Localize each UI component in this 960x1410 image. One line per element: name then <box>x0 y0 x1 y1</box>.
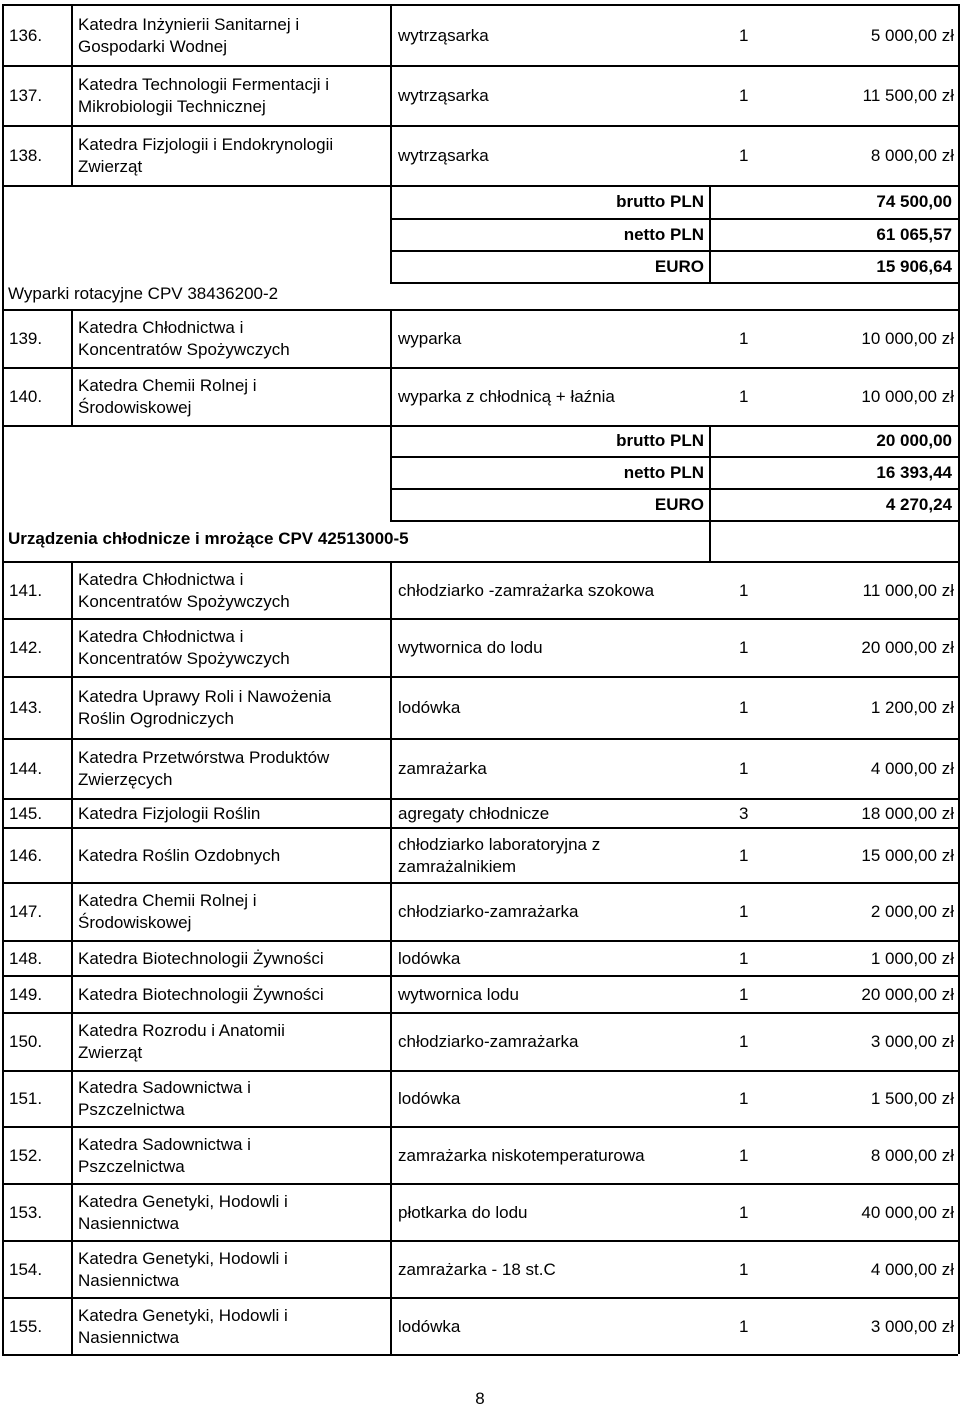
price: 4 000,00 zł <box>870 759 954 778</box>
table-rule <box>2 125 958 127</box>
quantity: 1 <box>739 1089 749 1108</box>
quantity: 3 <box>739 803 749 823</box>
section-title: Wyparki rotacyjne CPV 38436200-2 <box>8 284 279 303</box>
row-number: 151. <box>9 1089 43 1108</box>
summary-value: 16 393,44 <box>876 463 952 482</box>
quantity: 1 <box>739 86 749 105</box>
row-number: 152. <box>9 1145 43 1165</box>
table-rule <box>2 185 4 310</box>
department-name: Katedra Genetyki, Hodowli i <box>78 1191 288 1211</box>
table-rule <box>2 798 958 800</box>
department-name: Koncentratów Spożywczych <box>78 340 290 359</box>
table-rule <box>2 975 958 977</box>
table-rule <box>2 1070 958 1072</box>
item-name: wytrząsarka <box>398 86 489 105</box>
row-number: 142. <box>9 638 43 657</box>
department-name: Katedra Biotechnologii Żywności <box>78 948 324 968</box>
department-name: Środowiskowej <box>78 398 192 417</box>
summary-label: netto PLN <box>623 225 704 244</box>
table-rule <box>2 367 958 369</box>
row-number: 137. <box>9 86 43 105</box>
quantity: 1 <box>739 25 749 45</box>
quantity: 1 <box>739 698 749 717</box>
table-rule <box>71 561 73 1354</box>
item-name: zamrażarka <box>398 759 487 778</box>
table-rule <box>2 561 4 1354</box>
department-name: Zwierząt <box>78 1043 143 1062</box>
table-rule <box>2 185 958 187</box>
item-name: płotkarka do lodu <box>398 1202 528 1222</box>
quantity: 1 <box>739 146 749 165</box>
department-name: Katedra Sadownictwa i <box>78 1134 251 1154</box>
table-rule <box>709 185 711 282</box>
row-number: 139. <box>9 329 43 348</box>
row-number: 144. <box>9 759 43 778</box>
table-rule <box>2 940 958 942</box>
table-rule <box>2 738 958 740</box>
department-name: Zwierzęcych <box>78 770 173 789</box>
quantity: 1 <box>739 948 749 968</box>
table-rule <box>2 1126 958 1128</box>
item-name: lodówka <box>398 948 461 968</box>
department-name: Katedra Chemii Rolnej i <box>78 376 257 395</box>
section-title: Urządzenia chłodnicze i mrożące CPV 42513000-5 <box>8 529 409 548</box>
row-number: 150. <box>9 1032 43 1051</box>
department-name: Katedra Uprawy Roli i Nawożenia <box>78 687 332 706</box>
table-rule <box>390 4 392 185</box>
department-name: Mikrobiologii Technicznej <box>78 97 266 116</box>
summary-label: brutto PLN <box>616 431 704 450</box>
quantity: 1 <box>739 902 749 921</box>
department-name: Gospodarki Wodnej <box>78 36 227 56</box>
row-number: 140. <box>9 387 43 406</box>
department-name: Katedra Fizjologii Roślin <box>78 803 261 823</box>
item-name: chłodziarko laboratoryjna z <box>398 834 601 854</box>
row-number: 147. <box>9 902 43 921</box>
table-rule <box>390 488 958 490</box>
quantity: 1 <box>739 580 749 600</box>
table-rule <box>71 4 73 185</box>
table-rule <box>2 1354 958 1356</box>
table-rule <box>2 425 958 427</box>
department-name: Katedra Sadownictwa i <box>78 1078 251 1097</box>
summary-label: EURO <box>654 257 704 276</box>
item-name: lodówka <box>398 1089 461 1108</box>
table-rule <box>2 65 958 67</box>
price: 1 200,00 zł <box>870 698 954 717</box>
price: 15 000,00 zł <box>861 845 954 865</box>
row-number: 155. <box>9 1316 43 1336</box>
item-name: wyparka z chłodnicą + łaźnia <box>398 387 615 406</box>
item-name: wyparka <box>398 329 462 348</box>
price: 20 000,00 zł <box>861 984 954 1004</box>
department-name: Katedra Genetyki, Hodowli i <box>78 1248 288 1268</box>
table-rule <box>2 309 958 311</box>
price: 3 000,00 zł <box>870 1316 954 1336</box>
department-name: Roślin Ogrodniczych <box>78 709 234 728</box>
department-name: Pszczelnictwa <box>78 1156 185 1176</box>
price: 18 000,00 zł <box>861 803 954 823</box>
table-rule <box>709 425 711 562</box>
quantity: 1 <box>739 1032 749 1051</box>
department-name: Katedra Chłodnictwa i <box>78 318 244 337</box>
department-name: Koncentratów Spożywczych <box>78 591 290 611</box>
item-name: zamrażalnikiem <box>398 856 517 876</box>
quantity: 1 <box>739 387 749 406</box>
item-name: lodówka <box>398 698 461 717</box>
row-number: 136. <box>9 25 43 45</box>
table-rule <box>2 4 958 6</box>
price: 2 000,00 zł <box>870 902 954 921</box>
table-rule <box>2 882 958 884</box>
quantity: 1 <box>739 1202 749 1222</box>
department-name: Katedra Fizjologii i Endokrynologii <box>78 135 334 154</box>
summary-value: 4 270,24 <box>885 495 952 514</box>
item-name: chłodziarko-zamrażarka <box>398 902 579 921</box>
price: 11 000,00 zł <box>862 580 954 600</box>
summary-label: netto PLN <box>623 463 704 482</box>
table-rule <box>390 185 392 282</box>
table-rule <box>2 1012 958 1014</box>
row-number: 153. <box>9 1202 43 1222</box>
item-name: lodówka <box>398 1316 461 1336</box>
table-rule <box>390 218 958 220</box>
table-rule <box>390 282 958 284</box>
summary-value: 20 000,00 <box>876 431 952 450</box>
item-name: chłodziarko-zamrażarka <box>398 1032 579 1051</box>
row-number: 146. <box>9 845 43 865</box>
price: 11 500,00 zł <box>862 86 954 105</box>
price: 1 000,00 zł <box>870 948 954 968</box>
summary-value: 15 906,64 <box>876 257 952 276</box>
price: 1 500,00 zł <box>870 1089 954 1108</box>
row-number: 138. <box>9 146 43 165</box>
price: 3 000,00 zł <box>870 1032 954 1051</box>
row-number: 143. <box>9 698 43 717</box>
price: 40 000,00 zł <box>861 1202 954 1222</box>
item-name: wytrząsarka <box>398 25 489 45</box>
summary-label: EURO <box>654 495 704 514</box>
quantity: 1 <box>739 329 749 348</box>
table-rule <box>2 425 4 562</box>
department-name: Koncentratów Spożywczych <box>78 649 290 668</box>
department-name: Katedra Inżynierii Sanitarnej i <box>78 14 300 34</box>
table-rule <box>390 456 958 458</box>
table-rule <box>2 4 4 185</box>
quantity: 1 <box>739 638 749 657</box>
department-name: Katedra Rozrodu i Anatomii <box>78 1021 285 1040</box>
item-name: wytwornica do lodu <box>398 638 543 657</box>
department-name: Katedra Chłodnictwa i <box>78 627 244 646</box>
department-name: Środowiskowej <box>78 913 192 932</box>
quantity: 1 <box>739 984 749 1004</box>
table-rule <box>390 520 958 522</box>
table-rule <box>390 250 958 252</box>
summary-label: brutto PLN <box>616 192 704 211</box>
row-number: 148. <box>9 948 43 968</box>
table-rule <box>2 1183 958 1185</box>
quantity: 1 <box>739 1316 749 1336</box>
item-name: wytwornica lodu <box>398 984 519 1004</box>
table-rule <box>390 561 392 1354</box>
item-name: agregaty chłodnicze <box>398 803 550 823</box>
item-name: wytrząsarka <box>398 146 489 165</box>
price: 8 000,00 zł <box>870 146 954 165</box>
quantity: 1 <box>739 1259 749 1279</box>
department-name: Pszczelnictwa <box>78 1100 185 1119</box>
department-name: Nasiennictwa <box>78 1270 180 1290</box>
department-name: Katedra Chłodnictwa i <box>78 569 244 589</box>
item-name: zamrażarka niskotemperaturowa <box>398 1145 645 1165</box>
row-number: 154. <box>9 1259 43 1279</box>
price: 5 000,00 zł <box>870 25 954 45</box>
quantity: 1 <box>739 759 749 778</box>
price: 10 000,00 zł <box>861 329 954 348</box>
table-rule <box>390 425 392 520</box>
page-number: 8 <box>475 1389 485 1408</box>
department-name: Katedra Roślin Ozdobnych <box>78 845 281 865</box>
row-number: 141. <box>9 580 43 600</box>
department-name: Katedra Przetwórstwa Produktów <box>78 748 330 767</box>
department-name: Nasiennictwa <box>78 1213 180 1233</box>
quantity: 1 <box>739 1145 749 1165</box>
quantity: 1 <box>739 845 749 865</box>
department-name: Katedra Technologii Fermentacji i <box>78 75 330 94</box>
item-name: chłodziarko -zamrażarka szokowa <box>398 580 655 600</box>
department-name: Nasiennictwa <box>78 1327 180 1347</box>
table-rule <box>2 1297 958 1299</box>
price: 8 000,00 zł <box>870 1145 954 1165</box>
table-rule <box>2 1240 958 1242</box>
item-name: zamrażarka - 18 st.C <box>398 1259 556 1279</box>
table-rule <box>2 676 958 678</box>
summary-value: 61 065,57 <box>876 225 952 244</box>
department-name: Katedra Biotechnologii Żywności <box>78 984 324 1004</box>
price: 10 000,00 zł <box>861 387 954 406</box>
table-rule <box>2 827 958 829</box>
table-rule <box>2 618 958 620</box>
price: 20 000,00 zł <box>861 638 954 657</box>
row-number: 145. <box>9 803 43 823</box>
department-name: Katedra Chemii Rolnej i <box>78 891 257 910</box>
table-rule <box>2 561 958 563</box>
department-name: Zwierząt <box>78 157 143 176</box>
summary-value: 74 500,00 <box>876 192 952 211</box>
row-number: 149. <box>9 984 43 1004</box>
price: 4 000,00 zł <box>870 1259 954 1279</box>
department-name: Katedra Genetyki, Hodowli i <box>78 1305 288 1325</box>
